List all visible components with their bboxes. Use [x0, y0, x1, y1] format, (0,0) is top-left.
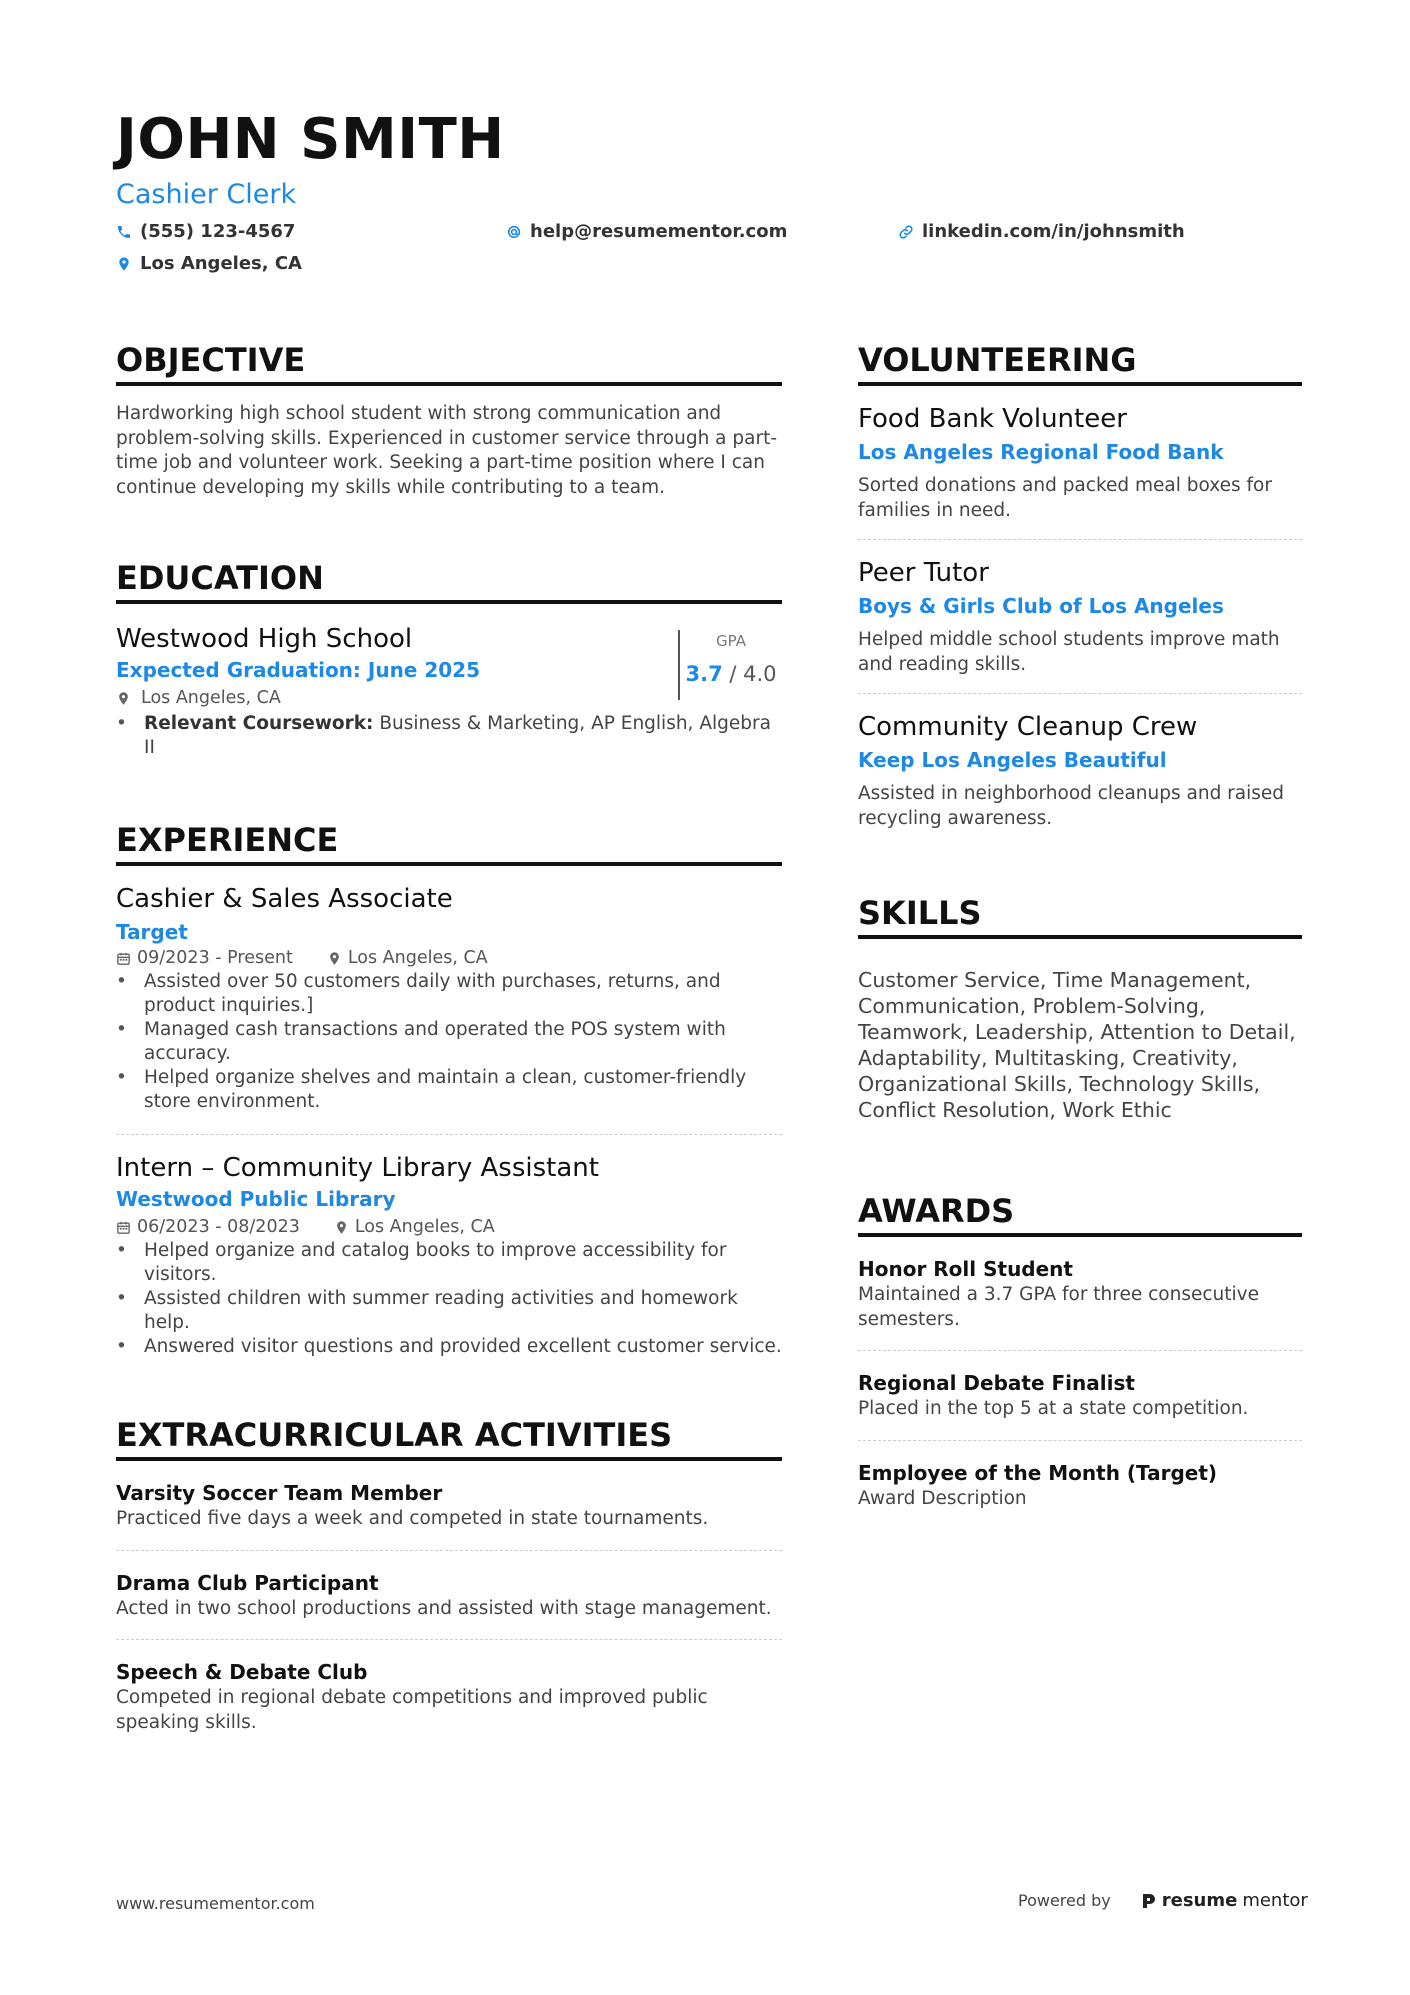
- job-meta: [116, 1215, 782, 1239]
- skills-section: [858, 893, 1302, 1123]
- gpa-max: / 4.0: [722, 662, 777, 686]
- volunteer-entry: [858, 556, 1302, 677]
- extracurricular-section: [116, 1415, 782, 1735]
- volunteering-heading: VOLUNTEERING: [858, 340, 1302, 386]
- right-column: [858, 340, 1302, 1511]
- activity-entry: [116, 1569, 782, 1622]
- award-desc: Maintained a 3.7 GPA for three consecutive semesters.: [858, 1284, 1259, 1330]
- job-bullets: [116, 970, 782, 1114]
- left-column: [116, 340, 782, 1735]
- divider: [858, 693, 1302, 694]
- gpa-label: GPA: [716, 632, 746, 650]
- brand-name-bold: resume: [1161, 1890, 1238, 1911]
- divider: [858, 1440, 1302, 1441]
- activity-entry: [116, 1658, 782, 1735]
- volunteer-role: Community Cleanup Crew: [858, 712, 1198, 742]
- footer-website[interactable]: www.resumementor.com: [116, 1894, 315, 1913]
- education-section: [116, 558, 782, 760]
- award-title: Honor Roll Student: [858, 1257, 1073, 1281]
- job-bullet: • Helped organize shelves and maintain a clean, customer-friendly store environment.: [116, 1066, 782, 1114]
- skills-heading: SKILLS: [858, 893, 1302, 939]
- school-location-text: Los Angeles, CA: [141, 688, 281, 708]
- job-meta: [116, 946, 782, 970]
- extracurricular-heading: EXTRACURRICULAR ACTIVITIES: [116, 1415, 782, 1461]
- job-title: Intern – Community Library Assistant: [116, 1153, 599, 1183]
- job-title: Cashier Clerk: [116, 179, 297, 210]
- contact-phone: [116, 220, 295, 244]
- experience-heading: EXPERIENCE: [116, 820, 782, 866]
- award-title: Regional Debate Finalist: [858, 1371, 1135, 1395]
- candidate-name: JOHN SMITH: [116, 107, 505, 172]
- volunteer-role: Food Bank Volunteer: [858, 404, 1127, 434]
- at-icon: [506, 224, 522, 240]
- volunteer-entry: [858, 710, 1302, 831]
- volunteer-desc: Helped middle school students improve math and reading skills.: [858, 629, 1280, 675]
- volunteer-org: Boys & Girls Club of Los Angeles: [858, 594, 1224, 618]
- skills-text: Customer Service, Time Management, Communication, Problem-Solving, Teamwork, Leadership, Attention to Detail, Adaptability, Multitasking, Creativity, Organizational Skills, Technology Skills, Conflict Resolution, Work Ethic: [858, 968, 1296, 1122]
- calendar-icon: [116, 951, 131, 966]
- location-text: Los Angeles, CA: [140, 253, 302, 274]
- award-entry: [858, 1369, 1302, 1422]
- map-pin-icon: [116, 691, 131, 706]
- activity-title: Drama Club Participant: [116, 1570, 379, 1595]
- link-icon: [898, 224, 914, 240]
- job-title: Cashier & Sales Associate: [116, 884, 453, 914]
- awards-section: [858, 1191, 1302, 1511]
- company-name: Westwood Public Library: [116, 1187, 396, 1211]
- divider: [116, 1134, 782, 1135]
- linkedin-text: linkedin.com/in/johnsmith: [922, 221, 1185, 242]
- map-pin-icon: [334, 1220, 349, 1235]
- job-bullet: • Answered visitor questions and provided excellent customer service.: [116, 1335, 782, 1359]
- objective-section: [116, 340, 782, 500]
- education-heading: EDUCATION: [116, 558, 782, 604]
- map-pin-icon: [327, 951, 342, 966]
- school-name: Westwood High School: [116, 624, 413, 654]
- coursework-item: [116, 712, 782, 760]
- coursework-list: [116, 712, 782, 760]
- volunteer-org: Los Angeles Regional Food Bank: [858, 440, 1224, 464]
- activity-desc: Practiced five days a week and competed in state tournaments.: [116, 1508, 709, 1529]
- coursework-text: Business & Marketing, AP English, Algebra II: [144, 713, 771, 758]
- experience-entry: [116, 882, 782, 1114]
- activity-entry: [116, 1479, 782, 1532]
- phone-icon: [116, 224, 132, 240]
- gpa-value: [680, 658, 782, 690]
- job-dates: 06/2023 - 08/2023: [137, 1217, 300, 1237]
- objective-text: Hardworking high school student with strong communication and problem-solving skills. Experienced in customer service through a part-time job and volunteer work. Seeking a part-time position where I can continue developing my skills while contributing to a team.: [116, 403, 778, 498]
- job-bullet: • Managed cash transactions and operated the POS system with accuracy.: [116, 1018, 782, 1066]
- divider: [858, 1350, 1302, 1351]
- contact-linkedin[interactable]: [898, 220, 1185, 244]
- activity-title: Speech & Debate Club: [116, 1660, 368, 1684]
- job-bullet: • Assisted over 50 customers daily with purchases, returns, and product inquiries.]: [116, 970, 782, 1018]
- job-bullets: [116, 1239, 782, 1359]
- contact-email[interactable]: [506, 220, 787, 244]
- experience-entry: [116, 1151, 782, 1359]
- awards-heading: AWARDS: [858, 1191, 1302, 1237]
- job-location: Los Angeles, CA: [347, 948, 488, 968]
- award-title: Employee of the Month (Target): [858, 1460, 1218, 1485]
- objective-heading: OBJECTIVE: [116, 340, 782, 386]
- calendar-icon: [116, 1220, 131, 1235]
- graduation-date: Expected Graduation: June 2025: [116, 658, 480, 682]
- experience-section: [116, 820, 782, 1359]
- job-dates: 09/2023 - Present: [137, 948, 293, 968]
- job-location: Los Angeles, CA: [354, 1217, 495, 1237]
- footer-branding: [1018, 1890, 1308, 1911]
- volunteer-role: Peer Tutor: [858, 558, 989, 588]
- volunteer-entry: [858, 402, 1302, 523]
- coursework-label: Relevant Coursework:: [144, 713, 374, 734]
- volunteering-section: [858, 340, 1302, 831]
- award-entry: [858, 1459, 1302, 1512]
- brand-logo-icon: [1141, 1892, 1157, 1910]
- award-desc: Placed in the top 5 at a state competition.: [858, 1398, 1249, 1419]
- map-pin-icon: [116, 256, 132, 272]
- company-name: Target: [116, 920, 188, 944]
- volunteer-desc: Sorted donations and packed meal boxes for families in need.: [858, 475, 1272, 521]
- divider: [116, 1639, 782, 1640]
- contact-location: [116, 252, 302, 276]
- gpa-box: [678, 630, 782, 700]
- award-entry: [858, 1255, 1302, 1332]
- job-bullet: • Helped organize and catalog books to improve accessibility for visitors.: [116, 1239, 782, 1287]
- divider: [858, 539, 1302, 540]
- phone-text: (555) 123-4567: [140, 221, 296, 242]
- volunteer-desc: Assisted in neighborhood cleanups and raised recycling awareness.: [858, 783, 1285, 829]
- education-entry: [116, 622, 782, 760]
- job-bullet: • Assisted children with summer reading activities and homework help.: [116, 1287, 782, 1335]
- activity-desc: Acted in two school productions and assisted with stage management.: [116, 1597, 772, 1619]
- award-desc: Award Description: [858, 1487, 1027, 1509]
- gpa-score: 3.7: [685, 662, 723, 686]
- email-text: help@resumementor.com: [530, 221, 788, 242]
- volunteer-org: Keep Los Angeles Beautiful: [858, 748, 1167, 772]
- activity-desc: Competed in regional debate competitions and improved public speaking skills.: [116, 1687, 708, 1733]
- divider: [116, 1550, 782, 1551]
- powered-by-label: Powered by: [1018, 1891, 1111, 1910]
- activity-title: Varsity Soccer Team Member: [116, 1481, 443, 1505]
- brand-logo[interactable]: [1141, 1890, 1308, 1911]
- brand-name-light: mentor: [1242, 1890, 1308, 1911]
